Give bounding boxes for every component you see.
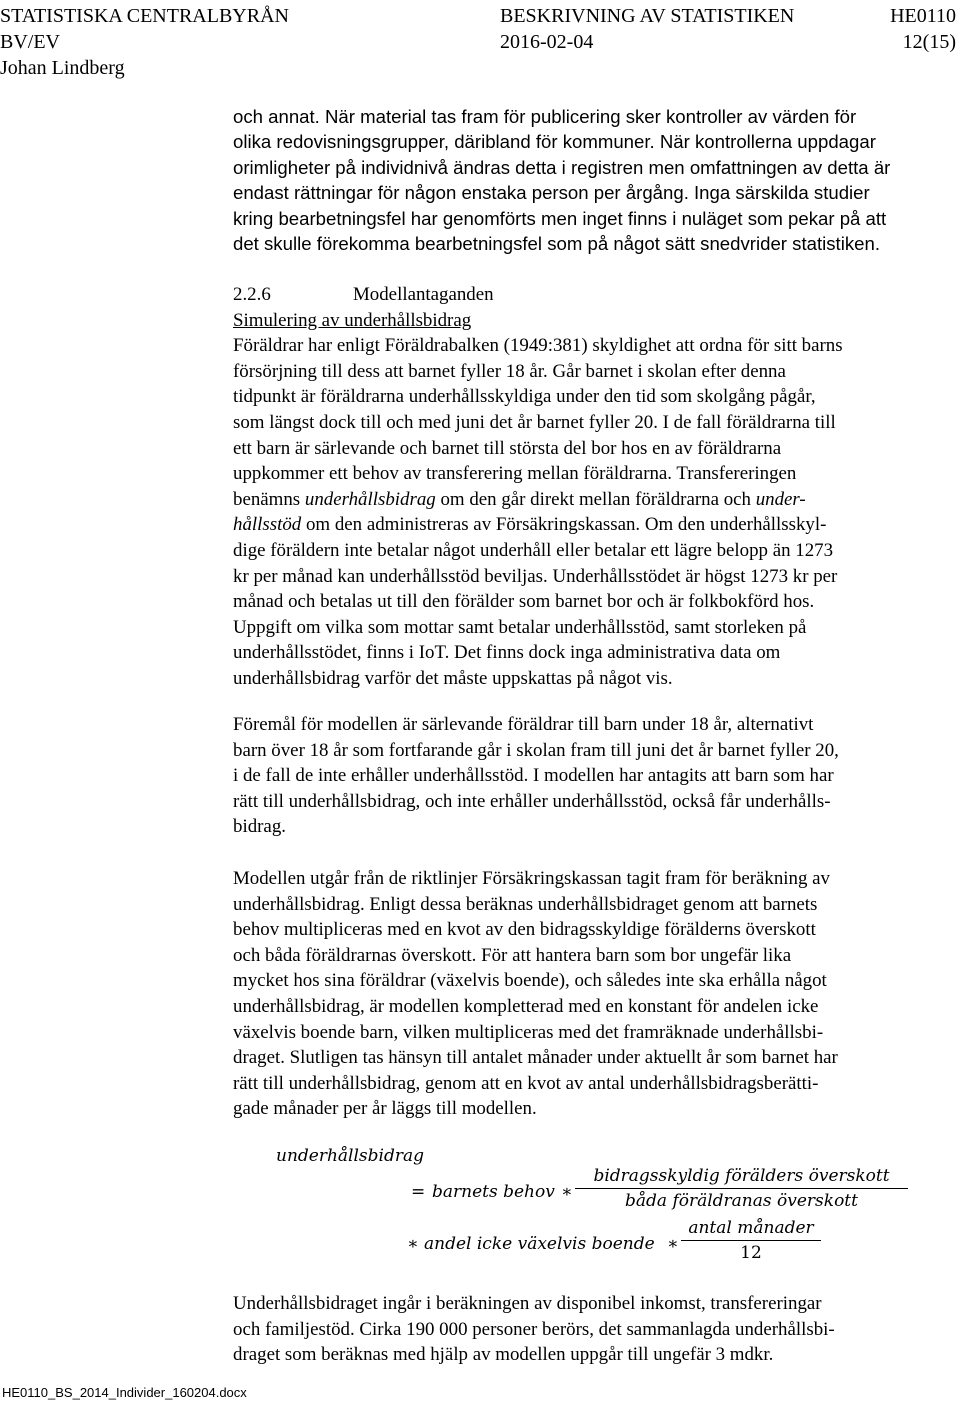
p3-line: mycket hos sina föräldrar (växelvis boende), och således inte ska erhålla något [233,970,827,992]
p3-line: och båda föräldrarnas överskott. För att hantera barn som bor ungefär lika [233,944,792,966]
term-underhallsbidrag: underhållsbidrag [304,488,436,510]
term-underhallsstod-part: under- [755,488,806,510]
footer-filename: HE0110_BS_2014_Individer_160204.docx [2,1385,247,1400]
p3-line: draget. Slutligen tas hänsyn till antalet månader under aktuellt år som barnet har [233,1047,838,1069]
section-heading [233,282,955,308]
paragraph-4 [233,1291,955,1368]
p4-line: och familjestöd. Cirka 190 000 personer berörs, det sammanlagda underhållsbi- [233,1318,835,1340]
p1-line: Uppgift om vilka som mottar samt betalar underhållsstöd, samt storleken på [233,616,807,638]
fraction-numerator: bidragsskyldig förälders överskott [593,1166,890,1186]
paragraph-3 [233,866,955,1122]
p1-line: tidpunkt är föräldrarna underhållsskyldiga under den tid som skolgång pågår, [233,386,816,408]
intro-line: kring bearbetningsfel har genomförts men inget finns i nuläget som pekar på att [233,207,887,229]
p3-line: Modellen utgår från de riktlinjer Försäkringskassan tagit fram för beräkning av [233,868,830,889]
p2-line: bidrag. [233,816,286,838]
fraction-denominator: 12 [681,1240,821,1263]
p4-line: draget som beräknas med hjälp av modellen uppgår till ungefär 3 mdkr. [233,1344,774,1366]
p1-line: månad och betalas ut till den förälder som barnet bor och är folkbokförd hos. [233,591,815,613]
formula-times: ∗ [667,1234,679,1254]
intro-line: och annat. När material tas fram för publicering sker kontroller av värden för [233,106,857,127]
p4-line: Underhållsbidraget ingår i beräkningen av disponibel inkomst, transfereringar [233,1293,822,1314]
p1-line: underhållsbidrag varför det måste uppskattas på något vis. [233,667,673,689]
intro-line: endast rättningar för någon enstaka person per årgång. Inga särskilda studier [233,182,870,204]
p1-line: dige föräldern inte betalar något underhåll eller betalar ett lägre belopp än 1273 [233,539,834,561]
intro-paragraph [233,104,953,256]
header-author: Johan Lindberg [0,57,125,79]
section-number: 2.2.6 [233,284,271,305]
paragraph-2 [233,712,955,840]
p1-line: Föräldrar har enligt Föräldrabalken (1949:381) skyldighet att ordna för sitt barns [233,335,843,357]
p1-line: ett barn är särlevande och barnet till största del bor hos en av föräldrarna [233,437,782,459]
formula-equals: = [411,1182,426,1202]
intro-line: orimligheter på individnivå ändras detta i registren men omfattningen av detta är [233,156,891,178]
p1-line [233,487,955,513]
p1-line: uppkommer ett behov av transferering mellan föräldrarna. Transfereringen [233,463,797,485]
intro-line: olika redovisningsgrupper, däribland för kommuner. När kontrollerna uppdagar [233,131,876,153]
header-code: HE0110 [890,5,956,27]
formula-times: ∗ [407,1234,419,1254]
fraction-manader [681,1218,821,1263]
section-title: Modellantaganden [353,284,494,305]
p2-line: Föremål för modellen är särlevande föräldrar till barn under 18 år, alternativt [233,714,814,735]
section-block [233,282,955,692]
header-org: STATISTISKA CENTRALBYRÅN [0,5,289,27]
p3-line: växelvis boende barn, vilken multipliceras med det framräknade underhållsbi- [233,1021,824,1043]
header-unit: BV/EV [0,31,60,53]
p1-line: underhållsstödet, finns i IoT. Det finns dock inga administrativa data om [233,642,781,664]
p1-line: som längst dock till och med juni det år barnet fyller 20. I de fall föräldrarna till [233,411,836,433]
p1-text: om den administreras av Försäkringskassan. Om den underhållsskyl- [301,514,827,536]
p3-line: underhållsbidrag. Enligt dessa beräknas underhållsbidraget genom att barnets [233,893,818,915]
formula-lhs: underhållsbidrag [276,1146,424,1166]
p3-line: rätt till underhållsbidrag, genom att en kvot av antal underhållsbidragsberätti- [233,1072,819,1094]
intro-line: det skulle förekomma bearbetningsfel som på något sätt snedvrider statistiken. [233,233,880,255]
formula-andel: andel icke växelvis boende [424,1234,655,1254]
section-subheading: Simulering av underhållsbidrag [233,309,472,331]
formula-barnets-behov: barnets behov [432,1182,555,1202]
formula-times: ∗ [561,1182,573,1202]
p1-line: försörjning till dess att barnet fyller 18 år. Går barnet i skolan efter denna [233,360,786,382]
p1-text: benämns [233,488,305,510]
p2-line: i de fall de inte erhåller underhållsstöd. I modellen har antagits att barn som har [233,765,834,787]
fraction-overskott [575,1166,908,1211]
p1-text: om den går direkt mellan föräldrarna och [435,488,756,510]
p2-line: barn över 18 år som fortfarande går i skolan fram till juni det år barnet fyller 20, [233,739,839,761]
header-page-number: 12(15) [902,31,956,53]
term-underhallsstod-rest: hållsstöd [233,514,302,536]
p3-line: behov multipliceras med en kvot av den bidragsskyldige förälderns överskott [233,919,816,941]
header-date: 2016-02-04 [500,31,594,53]
p2-line: rätt till underhållsbidrag, och inte erhåller underhållsstöd, också får underhålls- [233,790,831,812]
fraction-denominator: båda föräldranas överskott [575,1188,908,1211]
fraction-numerator: antal månader [688,1218,814,1238]
header-row-1 [0,4,960,28]
p1-line: kr per månad kan underhållsstöd beviljas. Underhållsstödet är högst 1273 kr per [233,565,838,587]
p1-line [233,512,955,538]
header-doc-type: BESKRIVNING AV STATISTIKEN [500,5,795,27]
p3-line: underhållsbidrag, är modellen kompletterad med en konstant för andelen icke [233,995,819,1017]
p3-line: gade månader per år läggs till modellen. [233,1098,537,1120]
